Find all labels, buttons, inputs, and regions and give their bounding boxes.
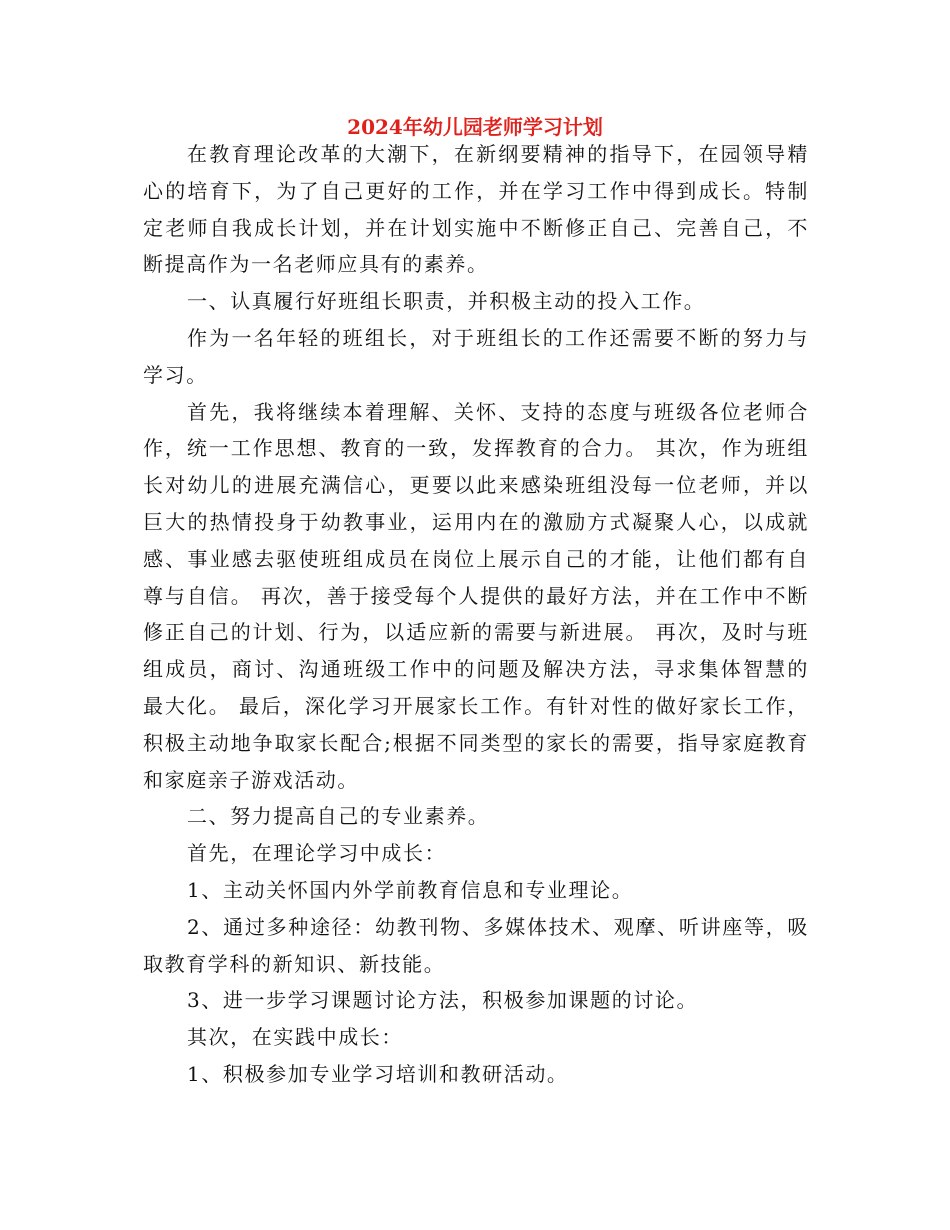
paragraph: 作为一名年轻的班组长，对于班组长的工作还需要不断的努力与学习。 [143, 325, 809, 387]
document-title: 2024年幼儿园老师学习计划 [347, 115, 603, 139]
section-heading-1: 一、认真履行好班组长职责，并积极主动的投入工作。 [187, 289, 706, 314]
section-heading-2: 二、努力提高自己的专业素养。 [187, 804, 490, 829]
list-item: 3、进一步学习课题讨论方法，积极参加课题的讨论。 [187, 988, 699, 1013]
list-item: 1、积极参加专业学习培训和教研活动。 [187, 1061, 569, 1086]
list-item: 1、主动关怀国内外学前教育信息和专业理论。 [187, 877, 634, 902]
document-body [143, 136, 809, 1093]
paragraph: 首先，在理论学习中成长： [187, 841, 447, 866]
paragraph: 其次，在实践中成长： [187, 1025, 403, 1050]
paragraph-intro: 在教育理论改革的大潮下，在新纲要精神的指导下，在园领导精心的培育下，为了自己更好的工作，并在学习工作中得到成长。特制定老师自我成长计划，并在计划实施中不断修正自己、完善自己，不断提高作为一名老师应具有的素养。 [143, 142, 809, 277]
paragraph: 首先，我将继续本着理解、关怀、支持的态度与班级各位老师合作，统一工作思想、教育的一致，发挥教育的合力。 其次，作为班组长对幼儿的进展充满信心，更要以此来感染班组没每一位老师，并以巨大的热情投身于幼教事业，运用内在的激励方式凝聚人心，以成就感、事业感去驱使班组成员在岗位上展示自己的才能，让他们都有自尊与自信。 再次，善于接受每个人提供的最好方法，并在工作中不断修正自己的计划、行为，以适应新的需要与新进展。 再次，及时与班组成员，商讨、沟通班级工作中的问题及解决方法，寻求集体智慧的最大化。 最后，深化学习开展家长工作。有针对性的做好家长工作，积极主动地争取家长配合;根据不同类型的家长的需要，指导家庭教育和家庭亲子游戏活动。 [143, 399, 809, 792]
list-item: 2、通过多种途径：幼教刊物、多媒体技术、观摩、听讲座等，吸取教育学科的新知识、新技能。 [143, 914, 809, 976]
